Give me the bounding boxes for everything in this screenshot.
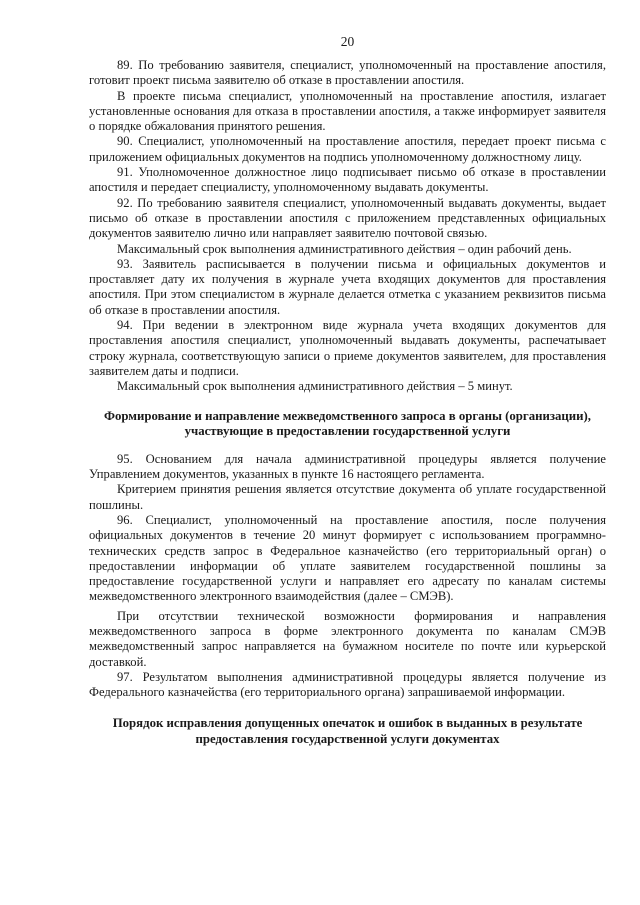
paragraph-92: 92. По требованию заявителя специалист, уполномоченный выдавать документы, выдает письмо об отказе в проставлении апостиля с приложением представленных официальных документов заявителю лично или направляет заявителю почтовой связью. [89, 195, 606, 241]
paragraph-97: 97. Результатом выполнения административной процедуры является получение из Федерального казначейства (его территориального органа) запрашиваемой информации. [89, 669, 606, 700]
paragraph-95: 95. Основанием для начала административной процедуры является получение Управлением документов, указанных в пункте 16 настоящего регламента. [89, 451, 606, 482]
paragraph-96-paper: При отсутствии технической возможности формирования и направления межведомственного запроса в форме электронного документа по каналам СМЭВ межведомственный запрос направляется на бумажном носителе по почте или курьерской доставкой. [89, 608, 606, 669]
paragraph-90: 90. Специалист, уполномоченный на проставление апостиля, передает проект письма с приложением официальных документов на подпись уполномоченному должностному лицу. [89, 134, 606, 164]
paragraph-deadline-1: Максимальный срок выполнения административного действия – один рабочий день. [117, 241, 572, 256]
section-heading-interagency-request: Формирование и направление межведомственного запроса в органы (организации), участвующие в предоставлении государственной услуги [103, 408, 591, 439]
paragraph-95-criterion: Критерием принятия решения является отсутствие документа об уплате государственной пошлины. [89, 482, 606, 512]
paragraph-96: 96. Специалист, уполномоченный на проставление апостиля, после получения официальных документов в течение 20 минут формирует с использованием программно-технических средств запрос в Федеральное казначейство (его территориальный орган) о предоставлении информации об уплате заявителем государственной пошлины за предоставление государственной услуги и направляет его адресату по каналам системы межведомственного электронного взаимодействия (далее – СМЭВ). [89, 512, 606, 604]
paragraph-93: 93. Заявитель расписывается в получении письма и официальных документов и проставляет дату их получения в журнале учета входящих документов для проставления апостиля. При этом специалистом в журнале делается отметка с указанием реквизитов письма об отказе в проставлении апостиля. [89, 256, 606, 317]
paragraph-89: 89. По требованию заявителя, специалист, уполномоченный на проставление апостиля, готовит проект письма заявителю об отказе в проставлении апостиля. [89, 58, 606, 88]
page-number: 20 [340, 34, 355, 49]
paragraph-deadline-2: Максимальный срок выполнения административного действия – 5 минут. [117, 379, 513, 394]
paragraph-91: 91. Уполномоченное должностное лицо подписывает письмо об отказе в проставлении апостиля и передает специалисту, уполномоченному выдавать документы. [89, 165, 606, 195]
paragraph-89-details: В проекте письма специалист, уполномоченный на проставление апостиля, излагает установленные основания для отказа в проставлении апостиля, а также информирует заявителя о порядке обжалования принятого решения. [89, 88, 606, 134]
section-heading-error-correction: Порядок исправления допущенных опечаток и ошибок в выданных в результате предоставления государственной услуги документах [112, 716, 583, 747]
section-apostille-refusal [89, 58, 606, 395]
section-interagency-request [89, 452, 606, 701]
paragraph-94: 94. При ведении в электронном виде журнала учета входящих документов для проставления апостиля специалист, уполномоченный выдавать документы, распечатывает строку журнала, соответствующую записи о приеме документов заявителем, для проставления заявителем даты и подписи. [89, 318, 606, 378]
